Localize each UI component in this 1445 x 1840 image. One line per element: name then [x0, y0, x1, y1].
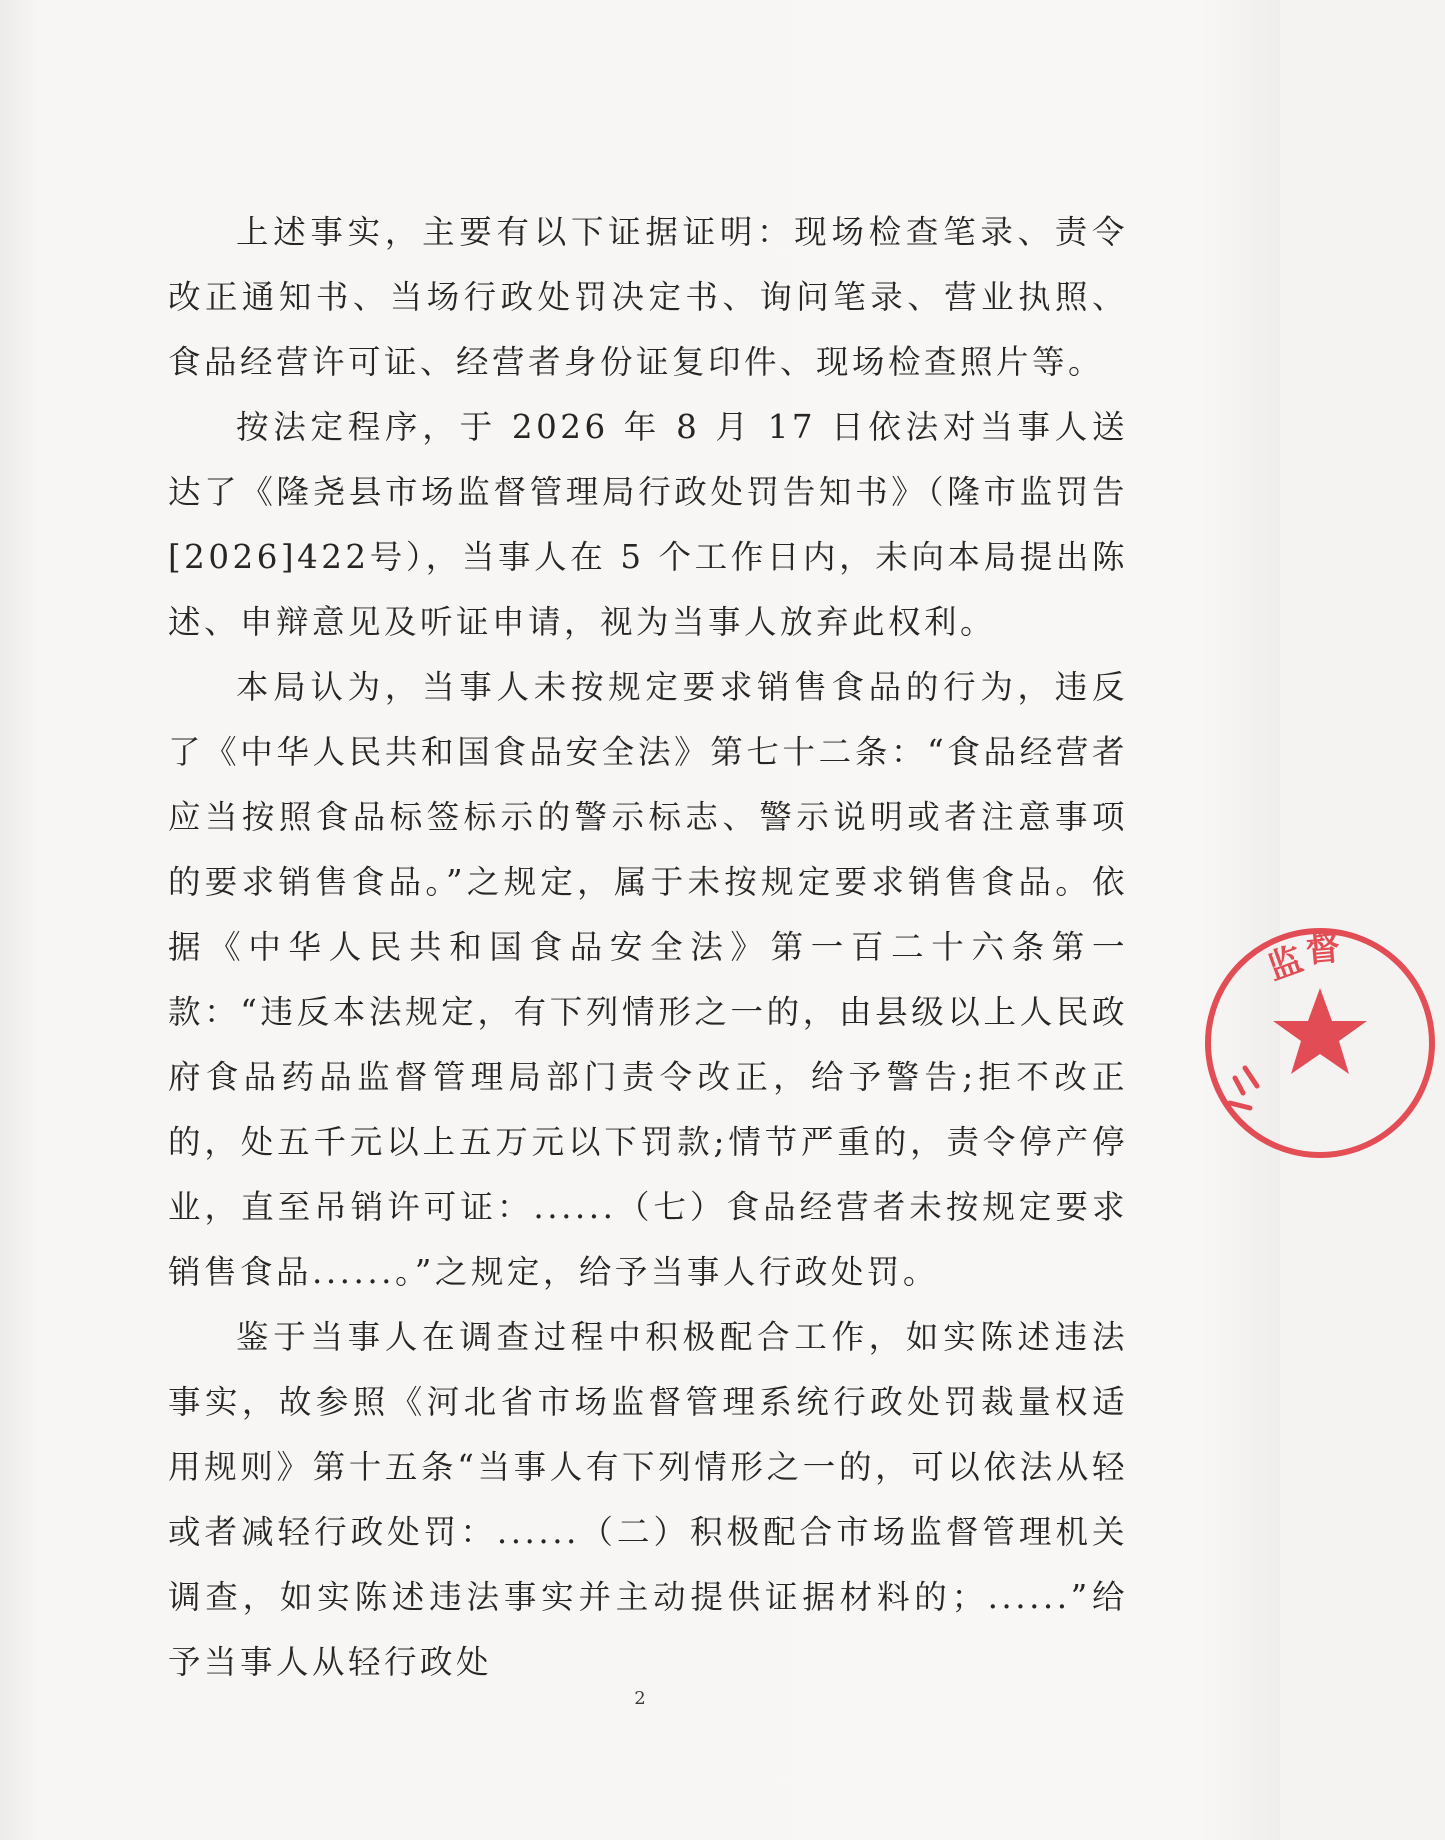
paragraph-mitigation: 鉴于当事人在调查过程中积极配合工作，如实陈述违法事实，故参照《河北省市场监督管理系统行政处罚裁量权适用规则》第十五条“当事人有下列情形之一的，可以依法从轻或者减轻行政处罚：......（二）积极配合市场监督管理机关调查，如实陈述违法事实并主动提供证据材料的；......”给予当事人从轻行政处	[168, 1318, 1128, 1681]
svg-text:督: 督	[1304, 928, 1342, 971]
page-number: 2	[634, 1688, 646, 1709]
paragraph-procedure: 按法定程序，于 2026 年 8 月 17 日依法对当事人送达了《隆尧县市场监督管理局行政处罚告知书》（隆市监罚告[2026]422号），当事人在 5 个工作日内，未向本局提出陈述、申辩意见及听证申请，视为当事人放弃此权利。	[168, 408, 1128, 641]
document-body	[168, 200, 1128, 1695]
svg-text:监: 监	[1262, 939, 1309, 989]
paragraph-legal-basis: 本局认为，当事人未按规定要求销售食品的行为，违反了《中华人民共和国食品安全法》第七十二条：“食品经营者应当按照食品标签标示的警示标志、警示说明或者注意事项的要求销售食品。”之规定，属于未按规定要求销售食品。依据《中华人民共和国食品安全法》第一百二十六条第一款：“违反本法规定，有下列情形之一的，由县级以上人民政府食品药品监督管理局部门责令改正，给予警告;拒不改正的，处五千元以上五万元以下罚款;情节严重的，责令停产停业，直至吊销许可证：......（七）食品经营者未按规定要求销售食品......。”之规定，给予当事人行政处罚。	[168, 668, 1128, 1291]
official-seal	[1195, 918, 1445, 1168]
paragraph-evidence: 上述事实，主要有以下证据证明：现场检查笔录、责令改正通知书、当场行政处罚决定书、询问笔录、营业执照、食品经营许可证、经营者身份证复印件、现场检查照片等。	[168, 213, 1128, 381]
seal-stamp-icon	[1195, 918, 1445, 1168]
